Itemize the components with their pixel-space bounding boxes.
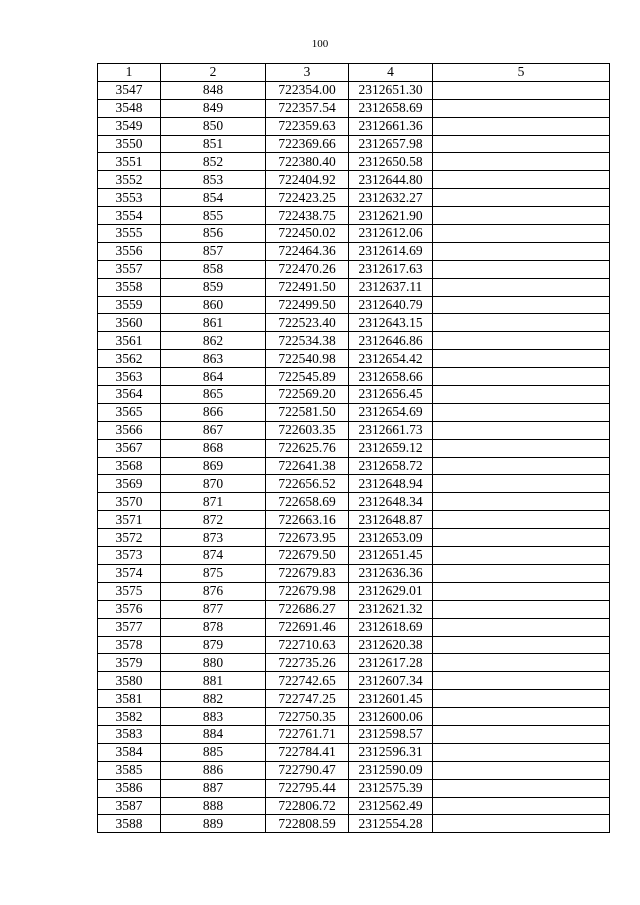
table-cell-col-3: 722679.50 <box>266 547 349 565</box>
table-cell-col-2: 867 <box>161 421 266 439</box>
table-cell-col-2: 866 <box>161 403 266 421</box>
table-cell-col-3: 722357.54 <box>266 99 349 117</box>
table-cell-col-3: 722404.92 <box>266 171 349 189</box>
table-cell-col-2: 881 <box>161 672 266 690</box>
table-row <box>98 296 610 314</box>
table-cell-col-5 <box>433 708 610 726</box>
table-cell-col-5 <box>433 386 610 404</box>
table-cell-col-1: 3563 <box>98 368 161 386</box>
table-cell-col-3: 722540.98 <box>266 350 349 368</box>
table-cell-col-1: 3566 <box>98 421 161 439</box>
table-cell-col-4: 2312607.34 <box>349 672 433 690</box>
table-body <box>98 81 610 832</box>
table-cell-col-4: 2312648.34 <box>349 493 433 511</box>
table-cell-col-5 <box>433 511 610 529</box>
table-cell-col-5 <box>433 457 610 475</box>
table-cell-col-3: 722673.95 <box>266 529 349 547</box>
table-cell-col-3: 722603.35 <box>266 421 349 439</box>
table-cell-col-5 <box>433 493 610 511</box>
table-cell-col-5 <box>433 260 610 278</box>
table-cell-col-2: 876 <box>161 582 266 600</box>
table-cell-col-3: 722784.41 <box>266 743 349 761</box>
table-cell-col-3: 722750.35 <box>266 708 349 726</box>
table-cell-col-4: 2312658.66 <box>349 368 433 386</box>
table-cell-col-3: 722679.98 <box>266 582 349 600</box>
table-cell-col-5 <box>433 582 610 600</box>
table-cell-col-5 <box>433 242 610 260</box>
coordinates-table <box>97 63 610 833</box>
table-row <box>98 99 610 117</box>
table-cell-col-2: 885 <box>161 743 266 761</box>
table-cell-col-4: 2312651.45 <box>349 547 433 565</box>
table-cell-col-4: 2312658.72 <box>349 457 433 475</box>
table-cell-col-5 <box>433 690 610 708</box>
table-row <box>98 779 610 797</box>
table-row <box>98 260 610 278</box>
table-cell-col-1: 3547 <box>98 81 161 99</box>
table-cell-col-2: 863 <box>161 350 266 368</box>
table-cell-col-5 <box>433 332 610 350</box>
table-cell-col-5 <box>433 636 610 654</box>
table-cell-col-3: 722423.25 <box>266 189 349 207</box>
table-cell-col-5 <box>433 117 610 135</box>
table-cell-col-3: 722710.63 <box>266 636 349 654</box>
table-cell-col-3: 722679.83 <box>266 564 349 582</box>
table-cell-col-5 <box>433 171 610 189</box>
table-cell-col-2: 880 <box>161 654 266 672</box>
table-row <box>98 529 610 547</box>
table-cell-col-4: 2312659.12 <box>349 439 433 457</box>
table-row <box>98 690 610 708</box>
table-row <box>98 797 610 815</box>
table-cell-col-1: 3562 <box>98 350 161 368</box>
table-cell-col-4: 2312658.69 <box>349 99 433 117</box>
table-row <box>98 493 610 511</box>
table-cell-col-2: 855 <box>161 207 266 225</box>
table-header <box>98 64 610 82</box>
table-cell-col-1: 3579 <box>98 654 161 672</box>
table-cell-col-4: 2312653.09 <box>349 529 433 547</box>
table-cell-col-1: 3586 <box>98 779 161 797</box>
table-cell-col-3: 722658.69 <box>266 493 349 511</box>
table-cell-col-5 <box>433 600 610 618</box>
table-cell-col-4: 2312661.73 <box>349 421 433 439</box>
table-cell-col-2: 875 <box>161 564 266 582</box>
table-cell-col-2: 877 <box>161 600 266 618</box>
header-row <box>98 64 610 82</box>
table-cell-col-1: 3564 <box>98 386 161 404</box>
table-cell-col-1: 3572 <box>98 529 161 547</box>
table-cell-col-2: 873 <box>161 529 266 547</box>
table-cell-col-3: 722808.59 <box>266 815 349 833</box>
table-cell-col-5 <box>433 743 610 761</box>
table-cell-col-3: 722359.63 <box>266 117 349 135</box>
table-cell-col-1: 3574 <box>98 564 161 582</box>
table-row <box>98 708 610 726</box>
table-cell-col-2: 858 <box>161 260 266 278</box>
table-cell-col-4: 2312621.32 <box>349 600 433 618</box>
table-cell-col-5 <box>433 350 610 368</box>
header-cell-4: 4 <box>349 64 433 82</box>
table-row <box>98 672 610 690</box>
table-row <box>98 636 610 654</box>
table-cell-col-5 <box>433 815 610 833</box>
table-cell-col-1: 3561 <box>98 332 161 350</box>
table-row <box>98 153 610 171</box>
table-row <box>98 117 610 135</box>
table-cell-col-5 <box>433 547 610 565</box>
header-cell-2: 2 <box>161 64 266 82</box>
table-row <box>98 761 610 779</box>
table-cell-col-2: 861 <box>161 314 266 332</box>
table-cell-col-3: 722806.72 <box>266 797 349 815</box>
table-cell-col-3: 722581.50 <box>266 403 349 421</box>
table-row <box>98 547 610 565</box>
header-cell-3: 3 <box>266 64 349 82</box>
table-cell-col-1: 3549 <box>98 117 161 135</box>
table-cell-col-3: 722795.44 <box>266 779 349 797</box>
table-cell-col-4: 2312629.01 <box>349 582 433 600</box>
table-cell-col-4: 2312637.11 <box>349 278 433 296</box>
table-cell-col-4: 2312617.28 <box>349 654 433 672</box>
table-cell-col-5 <box>433 439 610 457</box>
table-row <box>98 439 610 457</box>
table-cell-col-1: 3555 <box>98 225 161 243</box>
table-cell-col-4: 2312651.30 <box>349 81 433 99</box>
table-cell-col-4: 2312654.69 <box>349 403 433 421</box>
table-cell-col-4: 2312590.09 <box>349 761 433 779</box>
table-cell-col-1: 3575 <box>98 582 161 600</box>
table-cell-col-3: 722747.25 <box>266 690 349 708</box>
table-cell-col-3: 722656.52 <box>266 475 349 493</box>
table-row <box>98 368 610 386</box>
table-cell-col-5 <box>433 225 610 243</box>
table-cell-col-3: 722464.36 <box>266 242 349 260</box>
table-cell-col-3: 722691.46 <box>266 618 349 636</box>
table-cell-col-1: 3576 <box>98 600 161 618</box>
table-cell-col-2: 869 <box>161 457 266 475</box>
table-cell-col-4: 2312620.38 <box>349 636 433 654</box>
table-cell-col-4: 2312640.79 <box>349 296 433 314</box>
table-cell-col-4: 2312636.36 <box>349 564 433 582</box>
table-cell-col-1: 3567 <box>98 439 161 457</box>
table-cell-col-1: 3557 <box>98 260 161 278</box>
table-cell-col-2: 887 <box>161 779 266 797</box>
table-cell-col-2: 872 <box>161 511 266 529</box>
table-row <box>98 189 610 207</box>
table-cell-col-4: 2312650.58 <box>349 153 433 171</box>
table-cell-col-1: 3550 <box>98 135 161 153</box>
table-cell-col-5 <box>433 761 610 779</box>
table-cell-col-2: 888 <box>161 797 266 815</box>
table-row <box>98 475 610 493</box>
table-cell-col-3: 722491.50 <box>266 278 349 296</box>
table-cell-col-4: 2312654.42 <box>349 350 433 368</box>
table-cell-col-5 <box>433 797 610 815</box>
table-row <box>98 278 610 296</box>
table-cell-col-2: 870 <box>161 475 266 493</box>
table-cell-col-5 <box>433 314 610 332</box>
table-cell-col-2: 871 <box>161 493 266 511</box>
table-cell-col-1: 3552 <box>98 171 161 189</box>
table-cell-col-1: 3554 <box>98 207 161 225</box>
table-row <box>98 350 610 368</box>
table-cell-col-3: 722641.38 <box>266 457 349 475</box>
table-row <box>98 314 610 332</box>
table-cell-col-4: 2312575.39 <box>349 779 433 797</box>
table-cell-col-1: 3569 <box>98 475 161 493</box>
table-row <box>98 725 610 743</box>
table-cell-col-2: 889 <box>161 815 266 833</box>
table-row <box>98 564 610 582</box>
table-cell-col-3: 722663.16 <box>266 511 349 529</box>
table-cell-col-4: 2312612.06 <box>349 225 433 243</box>
table-cell-col-3: 722380.40 <box>266 153 349 171</box>
table-cell-col-4: 2312646.86 <box>349 332 433 350</box>
table-cell-col-4: 2312648.87 <box>349 511 433 529</box>
table-cell-col-3: 722354.00 <box>266 81 349 99</box>
header-cell-5: 5 <box>433 64 610 82</box>
table-cell-col-2: 874 <box>161 547 266 565</box>
table-cell-col-2: 860 <box>161 296 266 314</box>
table-cell-col-2: 878 <box>161 618 266 636</box>
table-row <box>98 171 610 189</box>
table-cell-col-4: 2312657.98 <box>349 135 433 153</box>
table-cell-col-5 <box>433 654 610 672</box>
table-cell-col-2: 850 <box>161 117 266 135</box>
table-row <box>98 403 610 421</box>
table-cell-col-2: 852 <box>161 153 266 171</box>
table-cell-col-5 <box>433 529 610 547</box>
table-cell-col-5 <box>433 421 610 439</box>
table-cell-col-2: 848 <box>161 81 266 99</box>
table-row <box>98 743 610 761</box>
table-cell-col-1: 3582 <box>98 708 161 726</box>
table-row <box>98 332 610 350</box>
table-cell-col-5 <box>433 779 610 797</box>
table-cell-col-1: 3559 <box>98 296 161 314</box>
table-cell-col-5 <box>433 725 610 743</box>
table-cell-col-4: 2312614.69 <box>349 242 433 260</box>
table-row <box>98 135 610 153</box>
table-row <box>98 511 610 529</box>
table-cell-col-5 <box>433 475 610 493</box>
table-row <box>98 457 610 475</box>
table-row <box>98 207 610 225</box>
table-cell-col-1: 3587 <box>98 797 161 815</box>
table-row <box>98 386 610 404</box>
table-cell-col-4: 2312644.80 <box>349 171 433 189</box>
table-cell-col-5 <box>433 207 610 225</box>
table-row <box>98 600 610 618</box>
table-row <box>98 582 610 600</box>
table-cell-col-1: 3573 <box>98 547 161 565</box>
table-cell-col-2: 886 <box>161 761 266 779</box>
table-cell-col-1: 3577 <box>98 618 161 636</box>
table-cell-col-2: 879 <box>161 636 266 654</box>
table-cell-col-4: 2312562.49 <box>349 797 433 815</box>
table-cell-col-5 <box>433 189 610 207</box>
table-cell-col-4: 2312598.57 <box>349 725 433 743</box>
table-cell-col-5 <box>433 278 610 296</box>
table-cell-col-3: 722686.27 <box>266 600 349 618</box>
table-row <box>98 421 610 439</box>
table-cell-col-3: 722790.47 <box>266 761 349 779</box>
table-cell-col-4: 2312632.27 <box>349 189 433 207</box>
table-cell-col-2: 851 <box>161 135 266 153</box>
table-row <box>98 815 610 833</box>
table-cell-col-4: 2312621.90 <box>349 207 433 225</box>
table-cell-col-4: 2312596.31 <box>349 743 433 761</box>
table-row <box>98 225 610 243</box>
table-cell-col-3: 722499.50 <box>266 296 349 314</box>
table-cell-col-1: 3578 <box>98 636 161 654</box>
table-cell-col-4: 2312554.28 <box>349 815 433 833</box>
table-cell-col-1: 3553 <box>98 189 161 207</box>
table-cell-col-2: 859 <box>161 278 266 296</box>
table-cell-col-2: 884 <box>161 725 266 743</box>
table-cell-col-3: 722438.75 <box>266 207 349 225</box>
table-row <box>98 242 610 260</box>
table-cell-col-4: 2312661.36 <box>349 117 433 135</box>
table-cell-col-2: 849 <box>161 99 266 117</box>
table-cell-col-1: 3568 <box>98 457 161 475</box>
table-cell-col-2: 883 <box>161 708 266 726</box>
table-cell-col-4: 2312656.45 <box>349 386 433 404</box>
table-cell-col-3: 722470.26 <box>266 260 349 278</box>
table-cell-col-5 <box>433 99 610 117</box>
table-cell-col-1: 3560 <box>98 314 161 332</box>
table-cell-col-1: 3588 <box>98 815 161 833</box>
table-cell-col-3: 722369.66 <box>266 135 349 153</box>
table-cell-col-1: 3580 <box>98 672 161 690</box>
table-cell-col-2: 865 <box>161 386 266 404</box>
table-cell-col-5 <box>433 153 610 171</box>
table-cell-col-5 <box>433 296 610 314</box>
table-cell-col-3: 722523.40 <box>266 314 349 332</box>
table-cell-col-2: 882 <box>161 690 266 708</box>
table-cell-col-1: 3548 <box>98 99 161 117</box>
table-cell-col-4: 2312617.63 <box>349 260 433 278</box>
table-cell-col-5 <box>433 618 610 636</box>
table-cell-col-1: 3556 <box>98 242 161 260</box>
table-row <box>98 81 610 99</box>
table-cell-col-1: 3584 <box>98 743 161 761</box>
table-cell-col-4: 2312600.06 <box>349 708 433 726</box>
table-cell-col-1: 3558 <box>98 278 161 296</box>
table-cell-col-5 <box>433 81 610 99</box>
table-cell-col-3: 722450.02 <box>266 225 349 243</box>
table-cell-col-1: 3585 <box>98 761 161 779</box>
table-cell-col-3: 722735.26 <box>266 654 349 672</box>
table-cell-col-4: 2312648.94 <box>349 475 433 493</box>
table-cell-col-5 <box>433 135 610 153</box>
table-cell-col-2: 862 <box>161 332 266 350</box>
table-cell-col-5 <box>433 672 610 690</box>
table-cell-col-1: 3583 <box>98 725 161 743</box>
table-cell-col-2: 856 <box>161 225 266 243</box>
table-cell-col-2: 853 <box>161 171 266 189</box>
table-cell-col-5 <box>433 403 610 421</box>
table-cell-col-2: 864 <box>161 368 266 386</box>
table-row <box>98 618 610 636</box>
table-cell-col-1: 3570 <box>98 493 161 511</box>
table-cell-col-3: 722534.38 <box>266 332 349 350</box>
table-cell-col-4: 2312601.45 <box>349 690 433 708</box>
header-cell-1: 1 <box>98 64 161 82</box>
table-cell-col-2: 868 <box>161 439 266 457</box>
table-cell-col-5 <box>433 564 610 582</box>
table-cell-col-1: 3581 <box>98 690 161 708</box>
table-cell-col-3: 722742.65 <box>266 672 349 690</box>
page-number: 100 <box>311 38 329 50</box>
table-cell-col-1: 3551 <box>98 153 161 171</box>
table-cell-col-3: 722625.76 <box>266 439 349 457</box>
table-cell-col-2: 857 <box>161 242 266 260</box>
table-cell-col-1: 3565 <box>98 403 161 421</box>
table-cell-col-3: 722545.89 <box>266 368 349 386</box>
table-cell-col-1: 3571 <box>98 511 161 529</box>
table-cell-col-5 <box>433 368 610 386</box>
table-cell-col-4: 2312618.69 <box>349 618 433 636</box>
table-cell-col-2: 854 <box>161 189 266 207</box>
table-cell-col-4: 2312643.15 <box>349 314 433 332</box>
table-row <box>98 654 610 672</box>
table-cell-col-3: 722761.71 <box>266 725 349 743</box>
table-cell-col-3: 722569.20 <box>266 386 349 404</box>
